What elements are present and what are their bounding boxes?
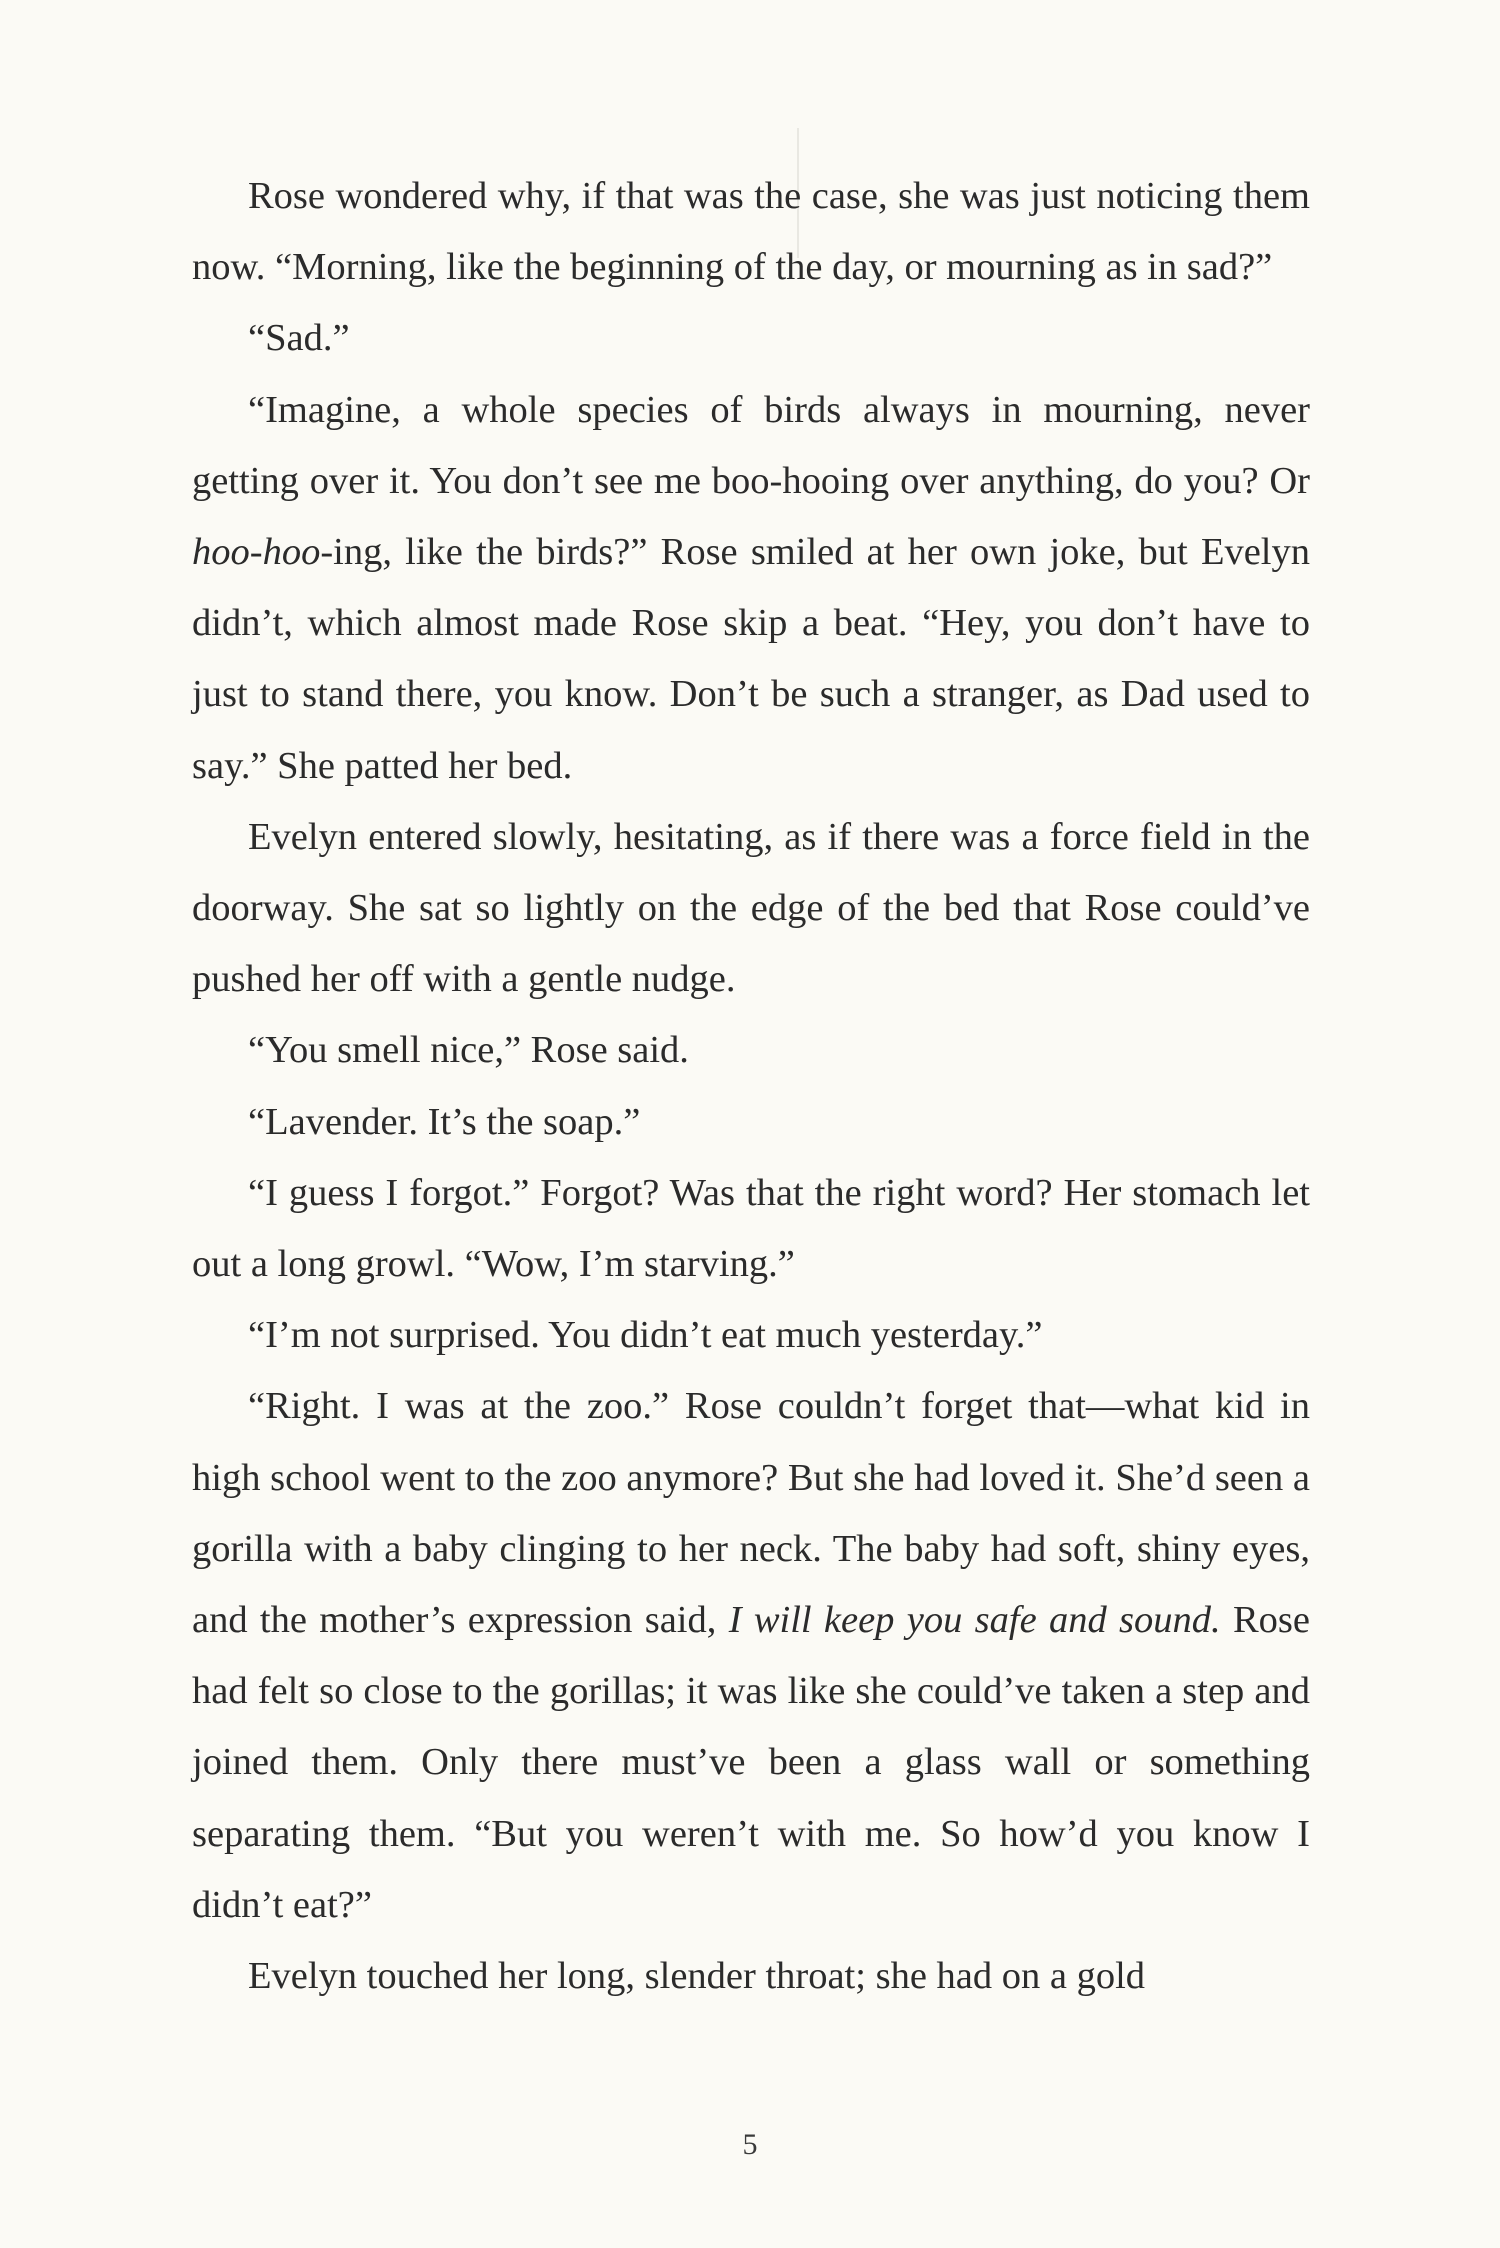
paragraph xyxy=(192,1158,1310,1300)
paragraph-text: “Lavender. It’s the soap.” xyxy=(248,1100,641,1143)
paragraph-text: Rose wondered why, if that was the case, she was just noticing them now. “Morning, like the beginning of the day, or mourning as in sad?” xyxy=(192,175,1310,289)
paragraph xyxy=(192,161,1310,303)
paragraph-text: “I’m not surprised. You didn’t eat much yesterday.” xyxy=(248,1314,1043,1357)
paragraph xyxy=(192,1300,1310,1371)
italic-text: I will keep you safe and sound. xyxy=(728,1599,1221,1642)
paragraph-text: “I guess I forgot.” Forgot? Was that the right word? Her stomach let out a long growl. “Wow, I’m starving.” xyxy=(192,1171,1310,1286)
body-text xyxy=(192,161,1310,2012)
paragraph-text: “You smell nice,” Rose said. xyxy=(248,1029,689,1072)
page-number: 5 xyxy=(742,2128,758,2161)
paragraph-text: Evelyn touched her long, slender throat; she had on a gold xyxy=(248,1955,1146,1998)
paragraph-text: “Right. I was at the zoo.” Rose couldn’t forget that—what kid in high school went to the zoo anymore? But she had loved it. She’d seen a gorilla with a baby clinging to her neck. The baby had soft, shiny eyes, and the mother’s expression said, xyxy=(192,1385,1310,1642)
paragraph-text: -ing, like the birds?” Rose smiled at her own joke, but Evelyn didn’t, which almost made Rose skip a beat. “Hey, you don’t have to just to stand there, you know. Don’t be such a stranger, as Dad used to say.” She patted her bed. xyxy=(192,531,1310,787)
italic-text: hoo-hoo xyxy=(192,531,321,574)
paragraph xyxy=(192,1015,1310,1086)
paragraph xyxy=(192,1371,1310,1941)
paragraph xyxy=(192,1941,1310,2012)
paragraph xyxy=(192,1087,1310,1158)
paragraph xyxy=(192,303,1310,374)
paragraph-text: “Imagine, a whole species of birds always in mourning, never getting over it. You don’t see me boo-hooing over anything, do you? Or xyxy=(192,388,1310,502)
paragraph xyxy=(192,375,1310,802)
paragraph-text: “Sad.” xyxy=(248,317,350,360)
paragraph-text: Evelyn entered slowly, hesitating, as if there was a force field in the doorway. She sat so lightly on the edge of the bed that Rose could’ve pushed her off with a gentle nudge. xyxy=(192,815,1310,1001)
paragraph-text: Rose had felt so close to the gorillas; it was like she could’ve taken a step and joined them. Only there must’ve been a glass wall or something separating them. “But you weren’t with me. So how’d you know I didn’t eat?” xyxy=(192,1599,1310,1926)
paragraph xyxy=(192,802,1310,1016)
